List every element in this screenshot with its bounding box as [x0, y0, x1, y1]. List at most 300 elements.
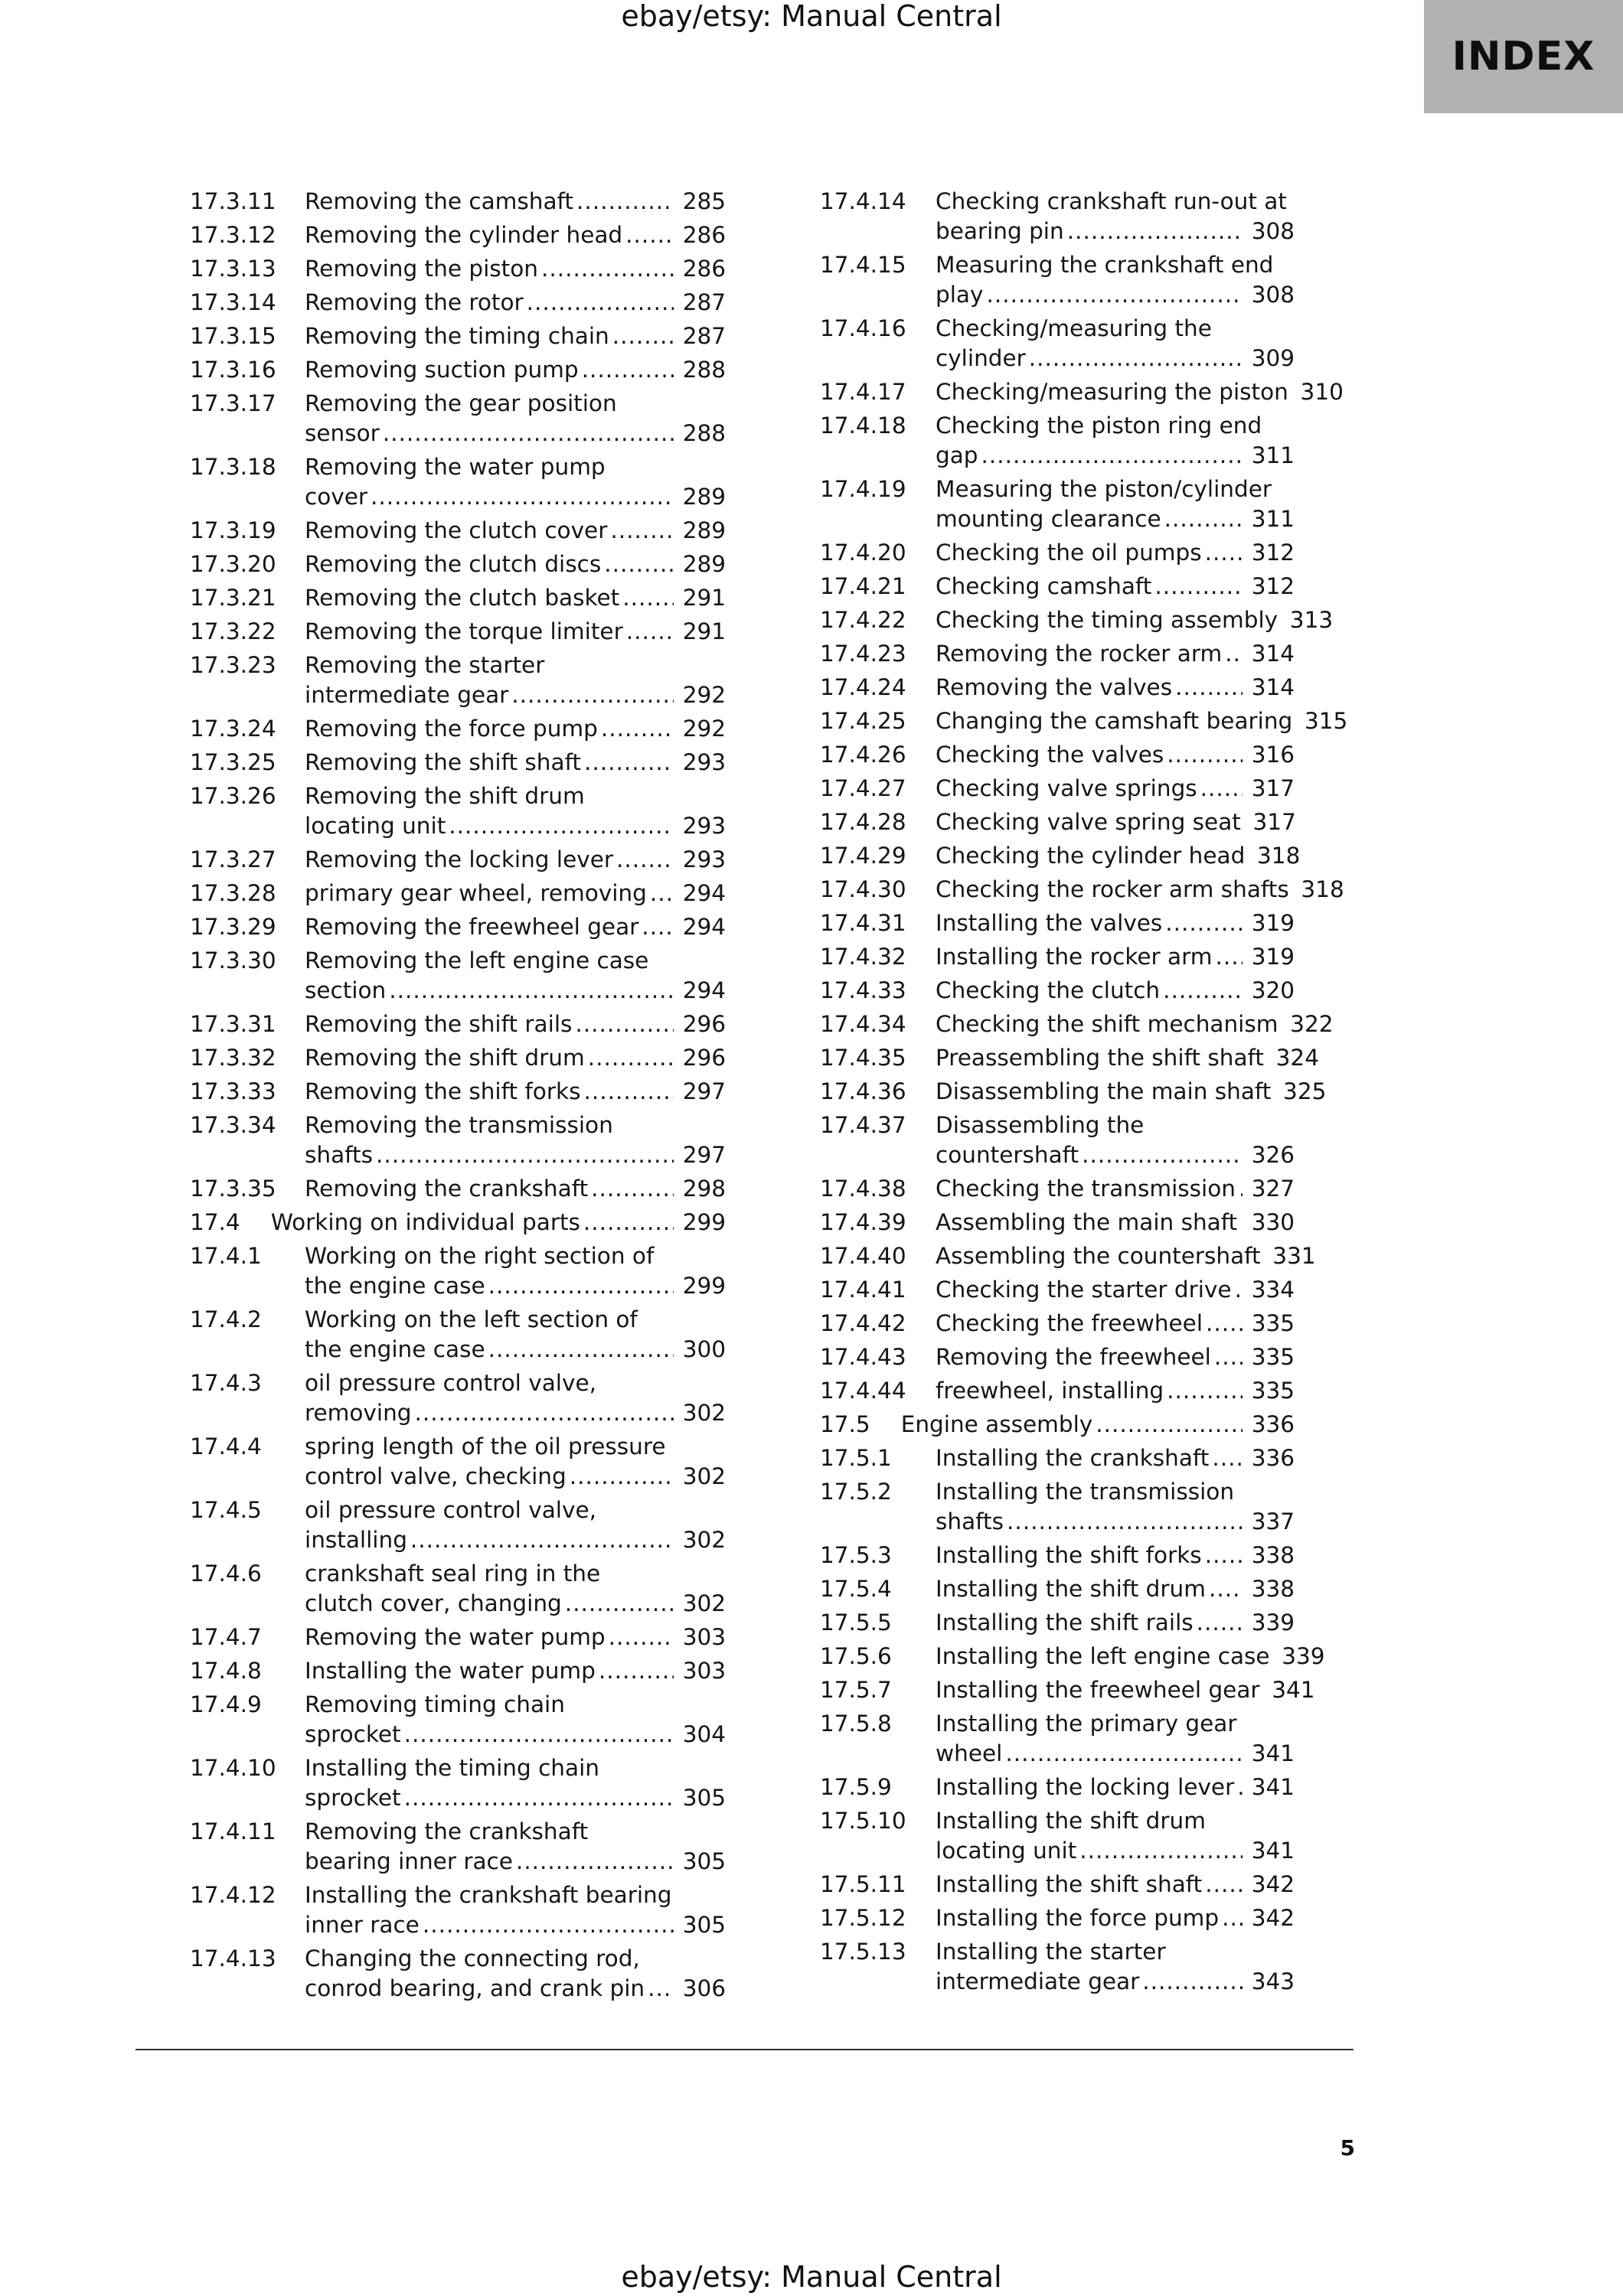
toc-entry-line	[305, 1974, 726, 2004]
toc-entry-number: 17.5.3	[820, 1542, 892, 1568]
toc-entry[interactable]	[820, 673, 1295, 703]
toc-entry-title: Installing the starter	[936, 1939, 1166, 1965]
toc-entry-title: play	[936, 282, 984, 308]
toc-entry[interactable]	[820, 572, 1295, 602]
toc-entry[interactable]	[820, 1675, 1315, 1705]
toc-entry-line	[305, 1335, 726, 1365]
toc-entry-line	[820, 1709, 1295, 1739]
toc-entry[interactable]	[190, 617, 726, 647]
toc-entry[interactable]	[190, 1559, 726, 1619]
toc-entry[interactable]	[820, 1009, 1334, 1039]
toc-entry-title: wheel	[936, 1740, 1003, 1766]
toc-entry-title: Removing the shift forks	[305, 1078, 581, 1104]
toc-entry-title: Removing the force pump	[305, 716, 598, 742]
toc-entry-page: 293	[682, 846, 726, 872]
toc-entry-title: Removing the shift drum	[305, 783, 585, 809]
toc-entry-number: 17.3.16	[190, 357, 276, 383]
toc-dot-leader	[511, 680, 674, 710]
toc-entry[interactable]	[190, 1009, 726, 1039]
toc-entry-page: 326	[1251, 1142, 1295, 1168]
toc-entry[interactable]	[820, 706, 1348, 736]
toc-entry-title: Removing timing chain	[305, 1691, 565, 1717]
toc-entry-number: 17.5.8	[820, 1711, 892, 1737]
toc-entry[interactable]	[820, 187, 1295, 246]
toc-entry-title: Installing the shift shaft	[936, 1871, 1203, 1897]
toc-entry-number: 17.3.17	[190, 390, 276, 416]
toc-entry-title: Measuring the piston/cylinder	[936, 476, 1272, 502]
toc-entry[interactable]	[190, 714, 726, 744]
toc-entry[interactable]	[820, 976, 1295, 1006]
toc-entry-line	[936, 344, 1295, 373]
toc-entry[interactable]	[190, 748, 726, 778]
toc-entry[interactable]	[190, 1880, 726, 1940]
toc-entry-title: Installing the crankshaft bearing	[305, 1882, 672, 1908]
toc-entry-page: 297	[682, 1142, 726, 1168]
toc-dot-leader	[616, 845, 674, 875]
toc-entry[interactable]	[190, 781, 726, 841]
toc-entry-title: Checking camshaft	[936, 573, 1152, 599]
toc-entry-line	[190, 748, 726, 778]
toc-entry-line	[305, 1140, 726, 1170]
toc-entry[interactable]	[820, 1574, 1295, 1604]
toc-entry-number: 17.3.28	[190, 880, 276, 906]
toc-entry[interactable]	[190, 1110, 726, 1170]
toc-entry[interactable]	[190, 187, 726, 217]
toc-entry[interactable]	[820, 538, 1295, 568]
toc-dot-leader	[1237, 1773, 1243, 1802]
toc-entry[interactable]	[190, 1690, 726, 1750]
toc-entry-line	[190, 651, 726, 680]
toc-dot-leader	[1175, 673, 1243, 703]
toc-entry-line	[190, 1817, 726, 1847]
toc-entry[interactable]	[190, 1623, 726, 1652]
toc-dot-leader	[410, 1525, 674, 1555]
toc-entry-page: 286	[682, 256, 726, 282]
toc-entry-number: 17.4.6	[190, 1561, 262, 1587]
toc-entry-title: Removing the torque limiter	[305, 618, 623, 644]
toc-entry-number: 17.5.2	[820, 1479, 892, 1505]
index-tab: INDEX	[1424, 0, 1623, 113]
toc-entry-line	[190, 1880, 726, 1910]
toc-entry-line	[190, 220, 726, 250]
toc-entry[interactable]	[190, 1077, 726, 1107]
toc-dot-leader	[1079, 1836, 1243, 1866]
toc-entry[interactable]	[820, 841, 1301, 871]
toc-entry-line	[190, 617, 726, 647]
toc-entry-title: Removing the gear position	[305, 390, 617, 416]
toc-dot-leader	[1209, 1574, 1243, 1604]
toc-dot-leader	[650, 879, 674, 908]
toc-entry-title: shafts	[305, 1142, 373, 1168]
toc-entry[interactable]	[190, 1944, 726, 2004]
toc-dot-leader	[1214, 1342, 1243, 1372]
toc-entry[interactable]	[820, 1376, 1295, 1406]
toc-dot-leader	[599, 1656, 674, 1686]
toc-entry-line	[190, 288, 726, 318]
toc-entry-number: 17.3.33	[190, 1078, 276, 1104]
toc-entry-line	[820, 774, 1295, 804]
toc-entry-line	[820, 976, 1295, 1006]
toc-entry-page: 319	[1251, 944, 1295, 970]
toc-entry-title: control valve, checking	[305, 1463, 567, 1489]
toc-entry-line	[190, 389, 726, 419]
toc-entry-line	[820, 1477, 1295, 1507]
toc-entry-title: Measuring the crankshaft end	[936, 252, 1274, 278]
toc-dot-leader	[1197, 1608, 1243, 1638]
toc-entry-page: 318	[1301, 876, 1344, 902]
toc-entry[interactable]	[190, 1174, 726, 1204]
toc-dot-leader	[1239, 1174, 1243, 1204]
toc-entry[interactable]	[190, 550, 726, 579]
toc-entry-line	[820, 377, 1344, 407]
toc-entry-number: 17.4.38	[820, 1176, 906, 1202]
toc-entry[interactable]	[190, 389, 726, 448]
toc-entry-number: 17.4.9	[190, 1691, 262, 1717]
toc-section-entry[interactable]	[820, 1410, 1295, 1440]
toc-entry[interactable]	[820, 1477, 1295, 1537]
toc-right-column	[820, 187, 1348, 2001]
toc-entry-page: 302	[682, 1463, 726, 1489]
toc-entry-line	[190, 714, 726, 744]
toc-entry-line	[190, 1753, 726, 1783]
toc-entry[interactable]	[820, 1541, 1295, 1570]
toc-entry-number: 17.5.13	[820, 1939, 906, 1965]
toc-entry[interactable]	[820, 1608, 1295, 1638]
toc-entry-number: 17.4.11	[190, 1818, 276, 1844]
toc-entry-number: 17.4.12	[190, 1882, 276, 1908]
toc-entry-line	[820, 1376, 1295, 1406]
toc-entry-line	[190, 1305, 726, 1335]
toc-dot-leader	[1165, 908, 1243, 938]
toc-entry-number: 17.3.34	[190, 1112, 276, 1138]
toc-dot-leader	[371, 482, 674, 512]
toc-entry-page: 311	[1251, 442, 1295, 468]
toc-entry-number: 17.3.21	[190, 585, 276, 611]
toc-dot-leader	[1142, 1967, 1243, 1997]
toc-entry-number: 17.4.30	[820, 876, 906, 902]
toc-entry[interactable]	[190, 288, 726, 318]
toc-entry-title: locating unit	[305, 813, 446, 839]
toc-entry-number: 17.4.19	[820, 476, 906, 502]
toc-entry-page: 315	[1304, 708, 1348, 734]
toc-entry-line	[820, 1870, 1295, 1900]
toc-dot-leader	[1240, 1208, 1243, 1238]
toc-dot-leader	[1205, 1541, 1243, 1570]
toc-dot-leader	[981, 441, 1243, 471]
toc-entry-number: 17.4.3	[190, 1370, 262, 1396]
toc-entry-number: 17.4.35	[820, 1045, 906, 1071]
toc-entry[interactable]	[190, 516, 726, 546]
toc-dot-leader	[565, 1589, 674, 1619]
toc-entry-title: Removing the valves	[936, 674, 1173, 700]
toc-entry[interactable]	[190, 651, 726, 710]
toc-entry-line	[820, 1675, 1315, 1705]
toc-entry[interactable]	[820, 1709, 1295, 1769]
toc-entry-line	[190, 845, 726, 875]
toc-dot-leader	[449, 811, 674, 841]
toc-entry-number: 17.4.21	[820, 573, 906, 599]
toc-entry[interactable]	[820, 1309, 1295, 1339]
toc-dot-leader	[1200, 774, 1243, 804]
toc-entry[interactable]	[820, 1208, 1295, 1238]
toc-entry[interactable]	[820, 1642, 1325, 1671]
toc-dot-leader	[488, 1271, 674, 1301]
toc-entry[interactable]	[190, 321, 726, 351]
toc-entry-number: 17.4.20	[820, 540, 906, 566]
toc-entry-number: 17.4.14	[820, 188, 906, 214]
toc-entry-line	[190, 321, 726, 351]
toc-entry-number: 17.4.7	[190, 1624, 262, 1650]
toc-entry-number: 17.3.18	[190, 454, 276, 480]
toc-entry-title: Installing the water pump	[305, 1658, 596, 1684]
toc-entry-page: 289	[682, 517, 726, 543]
toc-entry-title: mounting clearance	[936, 506, 1161, 532]
toc-entry-title: Installing the force pump	[936, 1905, 1220, 1931]
toc-entry-number: 17.3.30	[190, 947, 276, 974]
toc-entry[interactable]	[820, 942, 1295, 972]
toc-entry-line	[190, 1077, 726, 1107]
toc-entry-page: 306	[682, 1975, 726, 2001]
toc-entry[interactable]	[190, 1753, 726, 1813]
toc-entry-title: clutch cover, changing	[305, 1590, 562, 1616]
toc-section-entry[interactable]	[190, 1208, 726, 1238]
toc-entry[interactable]	[820, 1806, 1295, 1866]
toc-entry-number: 17.3.25	[190, 749, 276, 775]
toc-entry-number: 17.3.31	[190, 1011, 276, 1037]
toc-dot-leader	[1007, 1507, 1243, 1537]
toc-entry-title: Checking/measuring the piston	[936, 379, 1288, 405]
toc-entry-title: Removing the rotor	[305, 289, 524, 315]
toc-entry-page: 314	[1251, 641, 1295, 667]
toc-dot-leader	[527, 288, 674, 318]
toc-entry-page: 300	[682, 1336, 726, 1362]
toc-entry-line	[305, 1398, 726, 1428]
toc-entry[interactable]	[820, 774, 1295, 804]
toc-entry-line	[820, 1608, 1295, 1638]
toc-entry-line	[936, 1967, 1295, 1997]
toc-entry-page: 299	[682, 1273, 726, 1299]
toc-entry-number: 17.4.33	[820, 977, 906, 1003]
toc-entry-line	[820, 807, 1296, 837]
toc-entry[interactable]	[820, 740, 1295, 770]
toc-entry-number: 17.3.23	[190, 652, 276, 678]
toc-entry-line	[190, 355, 726, 385]
toc-dot-leader	[601, 714, 674, 744]
toc-entry[interactable]	[820, 1174, 1295, 1204]
toc-entry-number: 17.4.42	[820, 1310, 906, 1336]
toc-dot-leader	[584, 748, 674, 778]
toc-entry[interactable]	[820, 475, 1295, 534]
toc-entry-page: 316	[1251, 742, 1295, 768]
toc-entry-title: Installing the freewheel gear	[936, 1677, 1260, 1703]
toc-entry[interactable]	[820, 1870, 1295, 1900]
toc-entry-line	[820, 1773, 1295, 1802]
toc-entry[interactable]	[820, 1937, 1295, 1997]
toc-entry[interactable]	[190, 946, 726, 1006]
toc-entry-title: Removing the starter	[305, 652, 545, 678]
toc-entry-number: 17.4.41	[820, 1277, 906, 1303]
toc-entry-page: 313	[1289, 607, 1334, 633]
toc-entry[interactable]	[190, 912, 726, 942]
toc-entry-line	[190, 1944, 726, 1974]
toc-entry-page: 302	[682, 1400, 726, 1426]
toc-entry[interactable]	[190, 355, 726, 385]
toc-entry[interactable]	[190, 845, 726, 875]
toc-entry-page: 325	[1283, 1078, 1327, 1104]
toc-entry-number: 17.4.16	[820, 315, 906, 341]
toc-entry-line	[305, 1910, 726, 1940]
toc-entry-title: Installing the shift rails	[936, 1609, 1194, 1636]
toc-entry-line	[190, 912, 726, 942]
toc-dot-leader	[575, 1009, 674, 1039]
toc-entry-page: 305	[682, 1912, 726, 1938]
toc-entry-line	[820, 1541, 1295, 1570]
toc-entry-number: 17.3.15	[190, 323, 276, 349]
toc-entry-page: 335	[1251, 1378, 1295, 1404]
toc-entry-number: 17.4	[190, 1209, 240, 1235]
toc-entry-number: 17.4.31	[820, 910, 906, 936]
toc-entry[interactable]	[820, 250, 1295, 310]
toc-entry-page: 292	[682, 682, 726, 708]
toc-entry-number: 17.4.36	[820, 1078, 906, 1104]
toc-entry[interactable]	[190, 583, 726, 613]
toc-entry-page: 311	[1251, 506, 1295, 532]
toc-entry-page: 339	[1282, 1643, 1325, 1669]
toc-dot-leader	[1205, 1870, 1243, 1900]
toc-entry-line	[820, 605, 1334, 635]
toc-dot-leader	[404, 1783, 674, 1813]
toc-entry[interactable]	[190, 1241, 726, 1301]
toc-entry[interactable]	[190, 220, 726, 250]
toc-entry-line	[190, 550, 726, 579]
toc-entry-page: 338	[1251, 1576, 1295, 1602]
toc-entry[interactable]	[820, 1773, 1295, 1802]
toc-dot-leader	[541, 254, 674, 284]
toc-entry-number: 17.4.1	[190, 1243, 262, 1269]
toc-entry-line	[820, 706, 1348, 736]
toc-entry-page: 293	[682, 749, 726, 775]
toc-entry-number: 17.3.13	[190, 256, 276, 282]
toc-entry[interactable]	[820, 1110, 1295, 1170]
toc-entry[interactable]	[190, 452, 726, 512]
toc-entry-page: 289	[682, 484, 726, 510]
toc-entry-line	[305, 1462, 726, 1492]
toc-entry[interactable]	[820, 314, 1295, 373]
toc-entry-number: 17.5.6	[820, 1643, 892, 1669]
toc-entry[interactable]	[820, 411, 1295, 471]
toc-entry-line	[820, 908, 1295, 938]
toc-entry[interactable]	[820, 1342, 1295, 1372]
toc-entry-page: 296	[682, 1011, 726, 1037]
toc-entry[interactable]	[190, 1495, 726, 1555]
toc-entry-line	[190, 254, 726, 284]
toc-entry-title: Installing the valves	[936, 910, 1163, 936]
toc-entry[interactable]	[190, 1368, 726, 1428]
toc-dot-leader	[625, 220, 674, 250]
toc-entry-line	[820, 314, 1295, 344]
toc-entry[interactable]	[820, 1443, 1295, 1473]
toc-entry-title: Engine assembly	[900, 1411, 1093, 1437]
toc-entry-line	[190, 1174, 726, 1204]
toc-entry-page: 296	[682, 1045, 726, 1071]
toc-entry-number: 17.3.11	[190, 188, 276, 214]
toc-entry[interactable]	[820, 875, 1344, 905]
toc-entry[interactable]	[820, 908, 1295, 938]
toc-dot-leader	[1222, 1903, 1243, 1933]
toc-entry-title: Disassembling the main shaft	[936, 1078, 1272, 1104]
toc-entry-title: Installing the shift forks	[936, 1542, 1202, 1568]
toc-entry-line	[190, 1241, 726, 1271]
toc-entry-line	[820, 411, 1295, 441]
toc-entry-page: 334	[1251, 1277, 1295, 1303]
toc-entry[interactable]	[820, 605, 1334, 635]
toc-dot-leader	[1005, 1739, 1243, 1769]
toc-entry-title: Removing the clutch basket	[305, 585, 620, 611]
toc-entry-title: Removing the shift drum	[305, 1045, 585, 1071]
toc-entry-line	[305, 976, 726, 1006]
toc-entry[interactable]	[820, 807, 1295, 837]
toc-entry-number: 17.4.25	[820, 708, 906, 734]
toc-entry-title: oil pressure control valve,	[305, 1370, 596, 1396]
toc-entry-line	[190, 1559, 726, 1589]
toc-entry[interactable]	[820, 377, 1344, 407]
toc-entry-page: 310	[1300, 379, 1344, 405]
toc-entry-title: locating unit	[936, 1838, 1077, 1864]
toc-dot-leader	[583, 1077, 674, 1107]
toc-entry[interactable]	[190, 1656, 726, 1686]
toc-entry[interactable]	[190, 1043, 726, 1073]
toc-entry-title: Installing the rocker arm	[936, 944, 1213, 970]
toc-entry-title: Checking the starter drive	[936, 1277, 1232, 1303]
toc-entry[interactable]	[820, 1077, 1327, 1107]
toc-entry-title: Checking the cylinder head	[936, 843, 1246, 869]
toc-dot-leader	[383, 419, 674, 448]
toc-entry-number: 17.5.11	[820, 1871, 906, 1897]
toc-entry[interactable]	[820, 1241, 1316, 1271]
toc-entry[interactable]	[820, 639, 1295, 669]
toc-entry-line	[190, 1656, 726, 1686]
toc-entry[interactable]	[190, 254, 726, 284]
toc-entry[interactable]	[190, 1305, 726, 1365]
toc-entry-line	[190, 516, 726, 546]
toc-entry-line	[820, 875, 1344, 905]
toc-entry-line	[936, 1140, 1295, 1170]
toc-entry-title: Removing the shift rails	[305, 1011, 573, 1037]
toc-entry-page: 342	[1251, 1871, 1295, 1897]
toc-entry-title: Removing the shift shaft	[305, 749, 582, 775]
toc-entry[interactable]	[820, 1275, 1295, 1305]
toc-entry-title: Removing the camshaft	[305, 188, 573, 214]
toc-entry-number: 17.3.35	[190, 1176, 276, 1202]
toc-entry-title: Assembling the countershaft	[936, 1243, 1261, 1269]
toc-entry-page: 327	[1251, 1176, 1295, 1202]
toc-entry[interactable]	[190, 1817, 726, 1877]
toc-entry[interactable]	[190, 1432, 726, 1492]
toc-dot-leader	[986, 280, 1243, 310]
toc-dot-leader	[1235, 1275, 1243, 1305]
toc-entry-line	[820, 1043, 1319, 1073]
toc-entry[interactable]	[820, 1043, 1319, 1073]
toc-entry-title: Checking the freewheel	[936, 1310, 1203, 1336]
toc-entry-line	[820, 673, 1295, 703]
toc-entry-line	[936, 1836, 1295, 1866]
toc-entry[interactable]	[820, 1903, 1295, 1933]
toc-dot-leader	[1167, 740, 1243, 770]
toc-entry[interactable]	[190, 879, 726, 908]
toc-entry-number: 17.4.10	[190, 1755, 276, 1781]
toc-entry-line	[936, 1739, 1295, 1769]
toc-entry-title: Removing the locking lever	[305, 846, 613, 872]
